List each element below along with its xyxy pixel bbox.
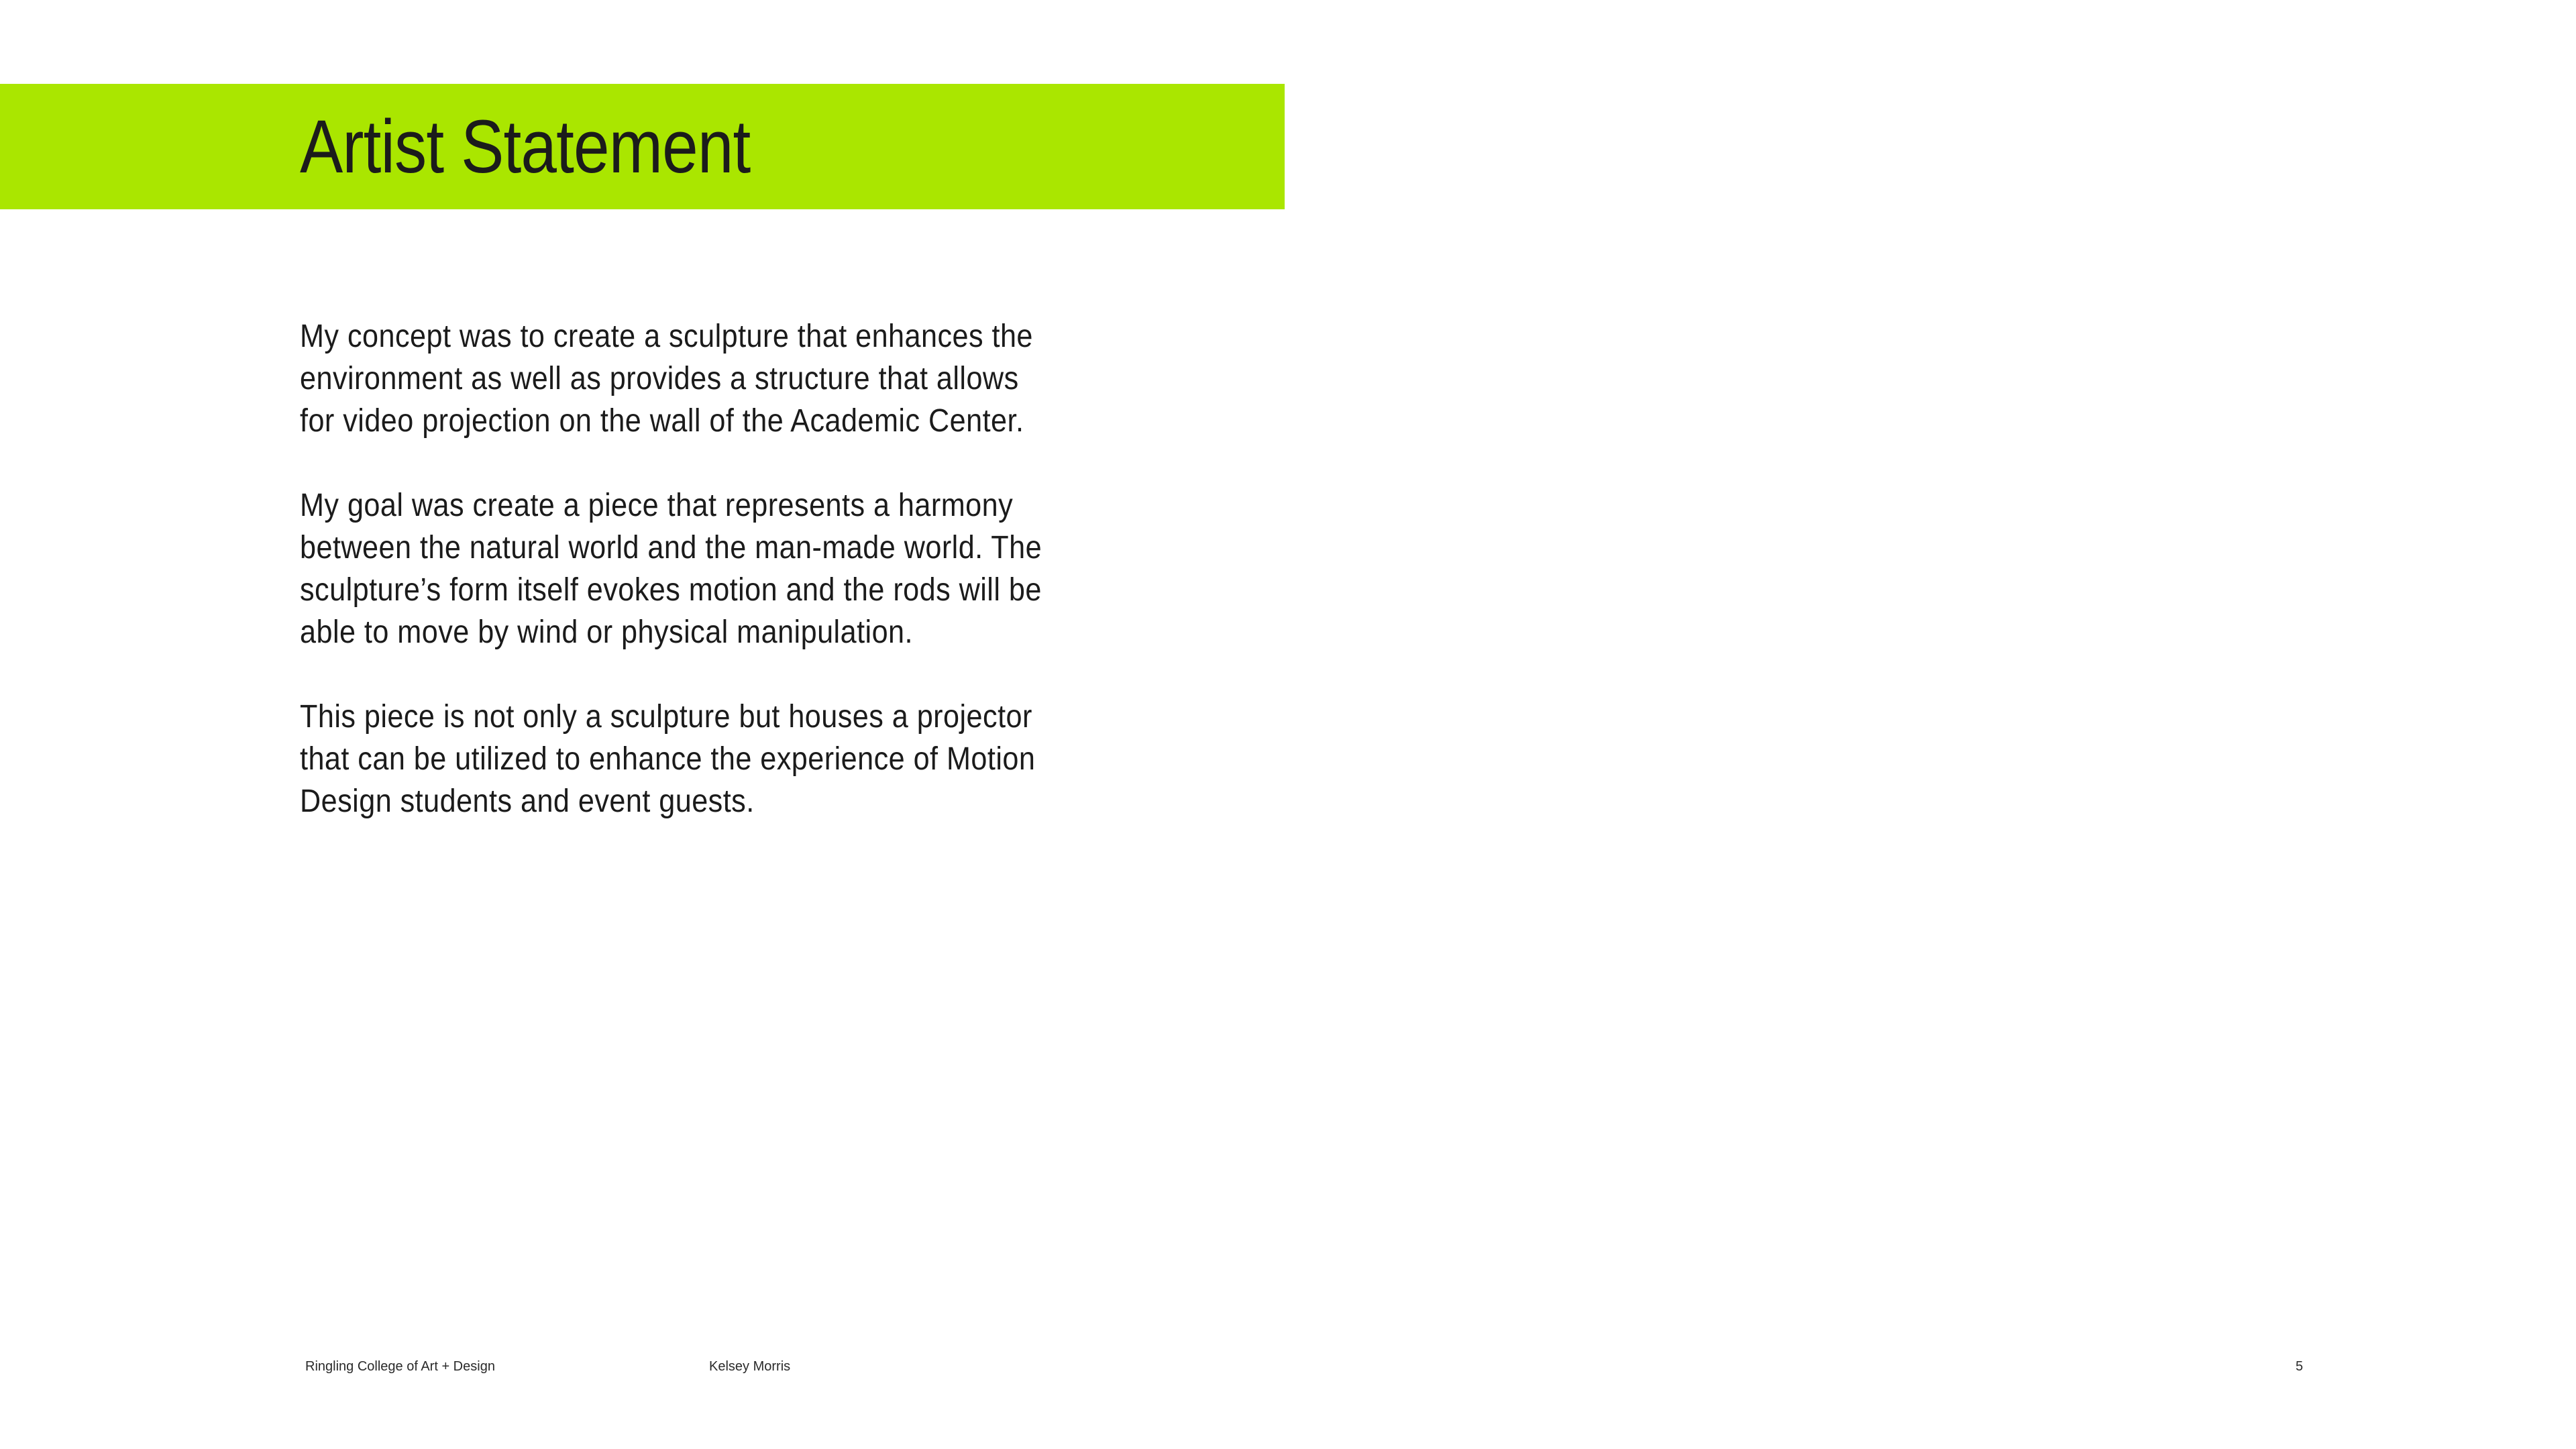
- statement-line: Design students and event guests.: [300, 784, 755, 819]
- statement-line: for video projection on the wall of the Academic Center.: [300, 403, 1024, 439]
- statement-line: My goal was create a piece that represents a harmony: [300, 488, 1014, 523]
- statement-paragraph: [300, 315, 1145, 442]
- page-title: Artist Statement: [300, 105, 751, 189]
- statement-line: between the natural world and the man-made world. The: [300, 530, 1042, 566]
- statement-line: that can be utilized to enhance the experience of Motion: [300, 741, 1036, 777]
- statement-line: This piece is not only a sculpture but houses a projector: [300, 699, 1032, 735]
- artist-statement-body: [300, 315, 1239, 865]
- title-band: [0, 84, 1285, 209]
- statement-line: My concept was to create a sculpture that enhances the: [300, 319, 1033, 354]
- page-number: 5: [2296, 1359, 2304, 1374]
- statement-paragraph: [300, 484, 1145, 653]
- footer-school: Ringling College of Art + Design: [305, 1359, 495, 1374]
- footer-author: Kelsey Morris: [709, 1359, 791, 1374]
- statement-line: environment as well as provides a structure that allows: [300, 361, 1019, 396]
- statement-line: able to move by wind or physical manipulation.: [300, 614, 913, 650]
- statement-line: sculpture’s form itself evokes motion and the rods will be: [300, 572, 1042, 608]
- statement-paragraph: [300, 696, 1145, 822]
